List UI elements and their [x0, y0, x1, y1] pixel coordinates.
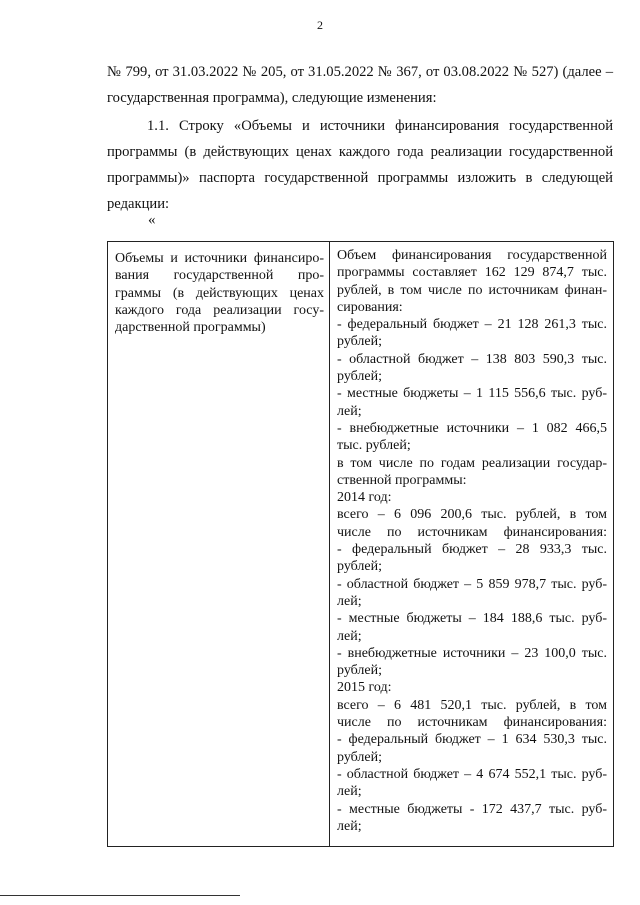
table-value-line: лей;: [337, 628, 362, 644]
table-value-line: числе по источникам финансирования:: [337, 524, 607, 540]
table-value-line: числе по источникам финансирования:: [337, 715, 607, 731]
table-label-line: дарственной программы): [115, 320, 266, 336]
table-value-line: 2014 год:: [337, 490, 392, 506]
table-value-line: лей;: [337, 818, 362, 834]
table-label-line: граммы (в действующих ценах: [115, 285, 324, 301]
table-value-line: рублей;: [337, 663, 382, 679]
table-value-cell: [330, 242, 613, 846]
table-label-line: Объемы и источники финансиро-: [115, 251, 324, 266]
financing-table: [107, 241, 614, 847]
footer-divider: [0, 895, 240, 896]
table-value-line: - областной бюджет – 4 674 552,1 тыс. руб-: [337, 766, 607, 782]
table-value-line: - местные бюджеты – 1 115 556,6 тыс. руб-: [337, 386, 607, 402]
table-value-line: - областной бюджет – 5 859 978,7 тыс. руб-: [337, 576, 607, 592]
table-value-line: в том числе по годам реализации государ-: [337, 455, 607, 471]
table-value-line: лей;: [337, 403, 362, 419]
table-value-line: - местные бюджеты - 172 437,7 тыс. руб-: [337, 801, 607, 817]
table-value-line: - федеральный бюджет – 28 933,3 тыс.: [337, 542, 607, 558]
intro-paragraph: № 799, от 31.03.2022 № 205, от 31.05.2022 № 367, от 03.08.2022 № 527) (далее – государственная программа), следующие изменения:: [107, 64, 613, 106]
table-value-line: - внебюджетные источники – 23 100,0 тыс.: [337, 645, 607, 661]
table-value-line: - федеральный бюджет – 1 634 530,3 тыс.: [337, 732, 607, 748]
table-value-line: - местные бюджеты – 184 188,6 тыс. руб-: [337, 611, 607, 627]
table-value-line: - внебюджетные источники – 1 082 466,5: [337, 420, 607, 436]
table-value-line: ственной программы:: [337, 472, 467, 488]
table-value-line: 2015 год:: [337, 680, 392, 696]
table-label-cell: [108, 242, 330, 846]
table-label-line: каждого года реализации госу-: [115, 302, 324, 318]
table-value-line: рублей;: [337, 749, 382, 765]
table-value-line: всего – 6 096 200,6 тыс. рублей, в том: [337, 507, 607, 523]
table-value-line: лей;: [337, 593, 362, 609]
table-value-line: тыс. рублей;: [337, 438, 411, 454]
table-value-line: сирования:: [337, 299, 403, 315]
table-value-line: программы составляет 162 129 874,7 тыс.: [337, 265, 607, 281]
table-value-line: лей;: [337, 784, 362, 800]
table-value-line: рублей;: [337, 334, 382, 350]
table-value-line: рублей;: [337, 369, 382, 385]
table-value-line: всего – 6 481 520,1 тыс. рублей, в том: [337, 697, 607, 713]
page-number: 2: [317, 18, 323, 32]
table-value-line: Объем финансирования государственной: [337, 248, 607, 263]
opening-quote: «: [148, 212, 156, 228]
table-value-line: - областной бюджет – 138 803 590,3 тыс.: [337, 351, 607, 367]
table-value-line: рублей, в том числе по источникам финан-: [337, 282, 607, 298]
table-label-line: вания государственной про-: [115, 268, 324, 284]
table-value-line: - федеральный бюджет – 21 128 261,3 тыс.: [337, 317, 607, 333]
table-value-line: рублей;: [337, 559, 382, 575]
amendment-paragraph: 1.1. Строку «Объемы и источники финансирования государственной программы (в действующих ценах каждого года реализации государственной программы)» паспорта государственной программы изложить в следующей редакции:: [107, 118, 613, 212]
